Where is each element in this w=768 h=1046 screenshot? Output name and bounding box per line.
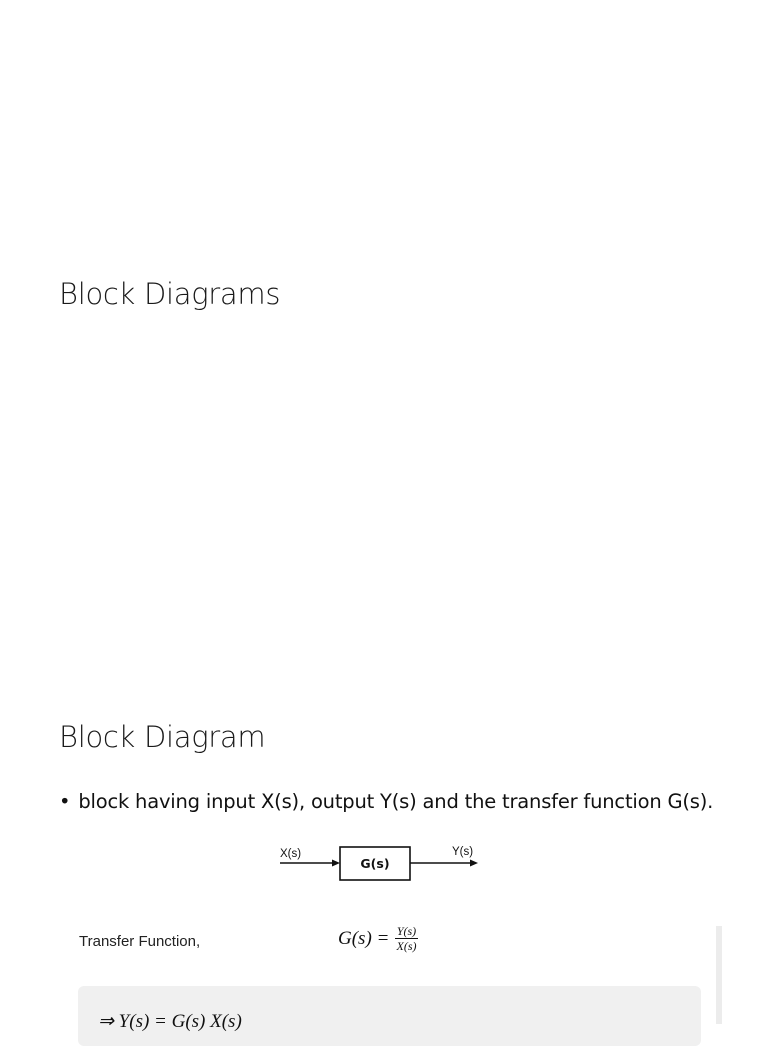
input-label: X(s) (280, 848, 302, 860)
fraction-denominator: X(s) (396, 939, 417, 953)
block-diagram-svg (270, 838, 490, 888)
transfer-function-formula (338, 924, 419, 953)
input-arrowhead (332, 860, 340, 867)
fraction-numerator: Y(s) (396, 924, 417, 938)
formula-fraction (395, 924, 419, 953)
vertical-divider (716, 926, 722, 1024)
output-label: Y(s) (452, 846, 474, 858)
bullet-marker: • (59, 790, 71, 813)
output-arrowhead (470, 860, 478, 867)
block-diagram (270, 838, 490, 888)
transfer-function-label: Transfer Function, (79, 933, 201, 950)
formula-lhs: G(s) (338, 927, 372, 949)
equation-box (78, 986, 701, 1046)
bullet-text: block having input X(s), output Y(s) and the transfer function G(s). (78, 790, 714, 813)
slide-title-block-diagrams: Block Diagrams (59, 277, 281, 311)
equation-box-text: ⇒ Y(s) = G(s) X(s) (98, 1011, 242, 1032)
bullet-item (59, 790, 713, 813)
formula-equals: = (377, 927, 389, 949)
slide-title-block-diagram: Block Diagram (59, 720, 266, 754)
block-label: G(s) (360, 856, 390, 871)
